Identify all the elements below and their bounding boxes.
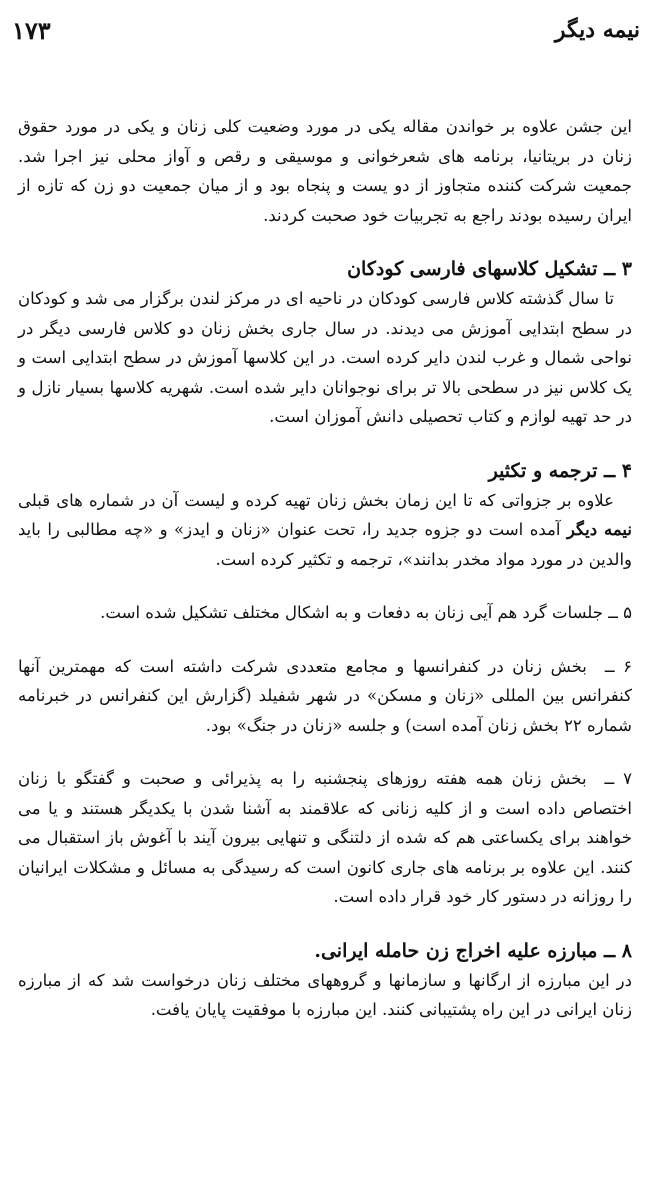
section-4-body-part2: آمده است دو جزوه جدید را، تحت عنوان «زنان و ایدز» و «چه مطالبی را باید والدین در مورد مواد مخدر بدانند»، ترجمه و تکثیر کرده است. [18, 520, 632, 569]
section-3-title: ۳ ــ تشکیل کلاسهای فارسی کودکان [347, 258, 632, 280]
section-6 [18, 652, 632, 741]
section-3 [18, 254, 632, 432]
section-7-number: ۷ ــ [604, 769, 632, 788]
section-5-body: ۵ ــ جلسات گرد هم آیی زنان به دفعات و به اشکال مختلف تشکیل شده است. [100, 603, 632, 622]
running-title: نیمه دیگر [554, 17, 640, 43]
section-4-body-part1: علاوه بر جزواتی که تا این زمان بخش زنان تهیه کرده و لیست آن در شماره های قبلی [18, 490, 614, 510]
section-5 [18, 598, 632, 628]
section-4-title: ۴ ــ ترجمه و تکثیر [488, 459, 632, 482]
section-7-paragraph [18, 764, 632, 912]
section-6-body: بخش زنان در کنفرانسها و مجامع متعددی شرکت داشته است که مهمترین آنها کنفرانس بین المللی «زنان و مسکن» در شهر شفیلد (گزارش این کنفرانس در خبرنامه شماره ۲۲ بخش زنان آمده است) و جلسه «زنان در جنگ» بود. [18, 656, 632, 735]
section-6-paragraph [18, 652, 632, 741]
section-8-title: ۸ ــ مبارزه علیه اخراج زن حامله ایرانی. [314, 939, 632, 962]
journal-name-bold: نیمه دیگر [566, 520, 633, 539]
intro-paragraph: این جشن علاوه بر خواندن مقاله یکی در مورد وضعیت کلی زنان و یکی در مورد حقوق زنان در بریتانیا، برنامه های شعرخوانی و موسیقی و رقص و آواز محلی نیز اجرا شد. جمعیت شرکت کننده متجاوز از دو یست و پنجاه بود و از میان جمعیت دو زن که تازه از ایران رسیده بودند راجع به تجربیات خود صحبت کردند. [18, 117, 632, 225]
page-number: ۱۷۳ [12, 15, 51, 45]
section-7-body: بخش زنان همه هفته روزهای پنجشنبه را به پذیرائی و صحبت و گفتگو با زنان اختصاص داده است و از کلیه زنانی که علاقمند به آشنا شدن با یکدیگر هستند و یا می خواهند برای یکساعتی هم که شده از دلتنگی و تنهایی بیرون آیند با آغوش باز استقبال می کنند. این علاوه بر برنامه های جاری کانون است که رسیدگی به مسائل و مشکلات ایرانیان را روزانه در دستور کار خود قرار داده است. [18, 769, 632, 906]
page-body [18, 112, 632, 1025]
page-header [12, 10, 640, 50]
section-7 [18, 764, 632, 912]
section-8 [18, 936, 632, 1025]
section-8-body: در این مبارزه از ارگانها و سازمانها و گروههای مختلف زنان درخواست شد که از مبارزه زنان ایرانی در این راه پشتیبانی کنند. این مبارزه با موفقیت پایان یافت. [18, 970, 632, 1019]
section-3-body: تا سال گذشته کلاس فارسی کودکان در ناحیه ای در مرکز لندن برگزار می شد و کودکان در سطح ابتدایی آموزش می دیدند. در سال جاری بخش زنان دو کلاس فارسی دیگر در نواحی شمال و غرب لندن دایر کرده است. در این کلاسها آموزش در سطح ابتدایی است و یک کلاس نیز در سطحی بالا تر برای نوجوانان دایر شده است. شهریه کلاسها بسیار نازل و در حد تهیه لوازم و کتاب تحصیلی دانش آموزان است. [17, 289, 632, 426]
section-4 [18, 456, 632, 575]
section-4-body [18, 486, 632, 575]
section-6-number: ۶ ــ [604, 656, 633, 676]
